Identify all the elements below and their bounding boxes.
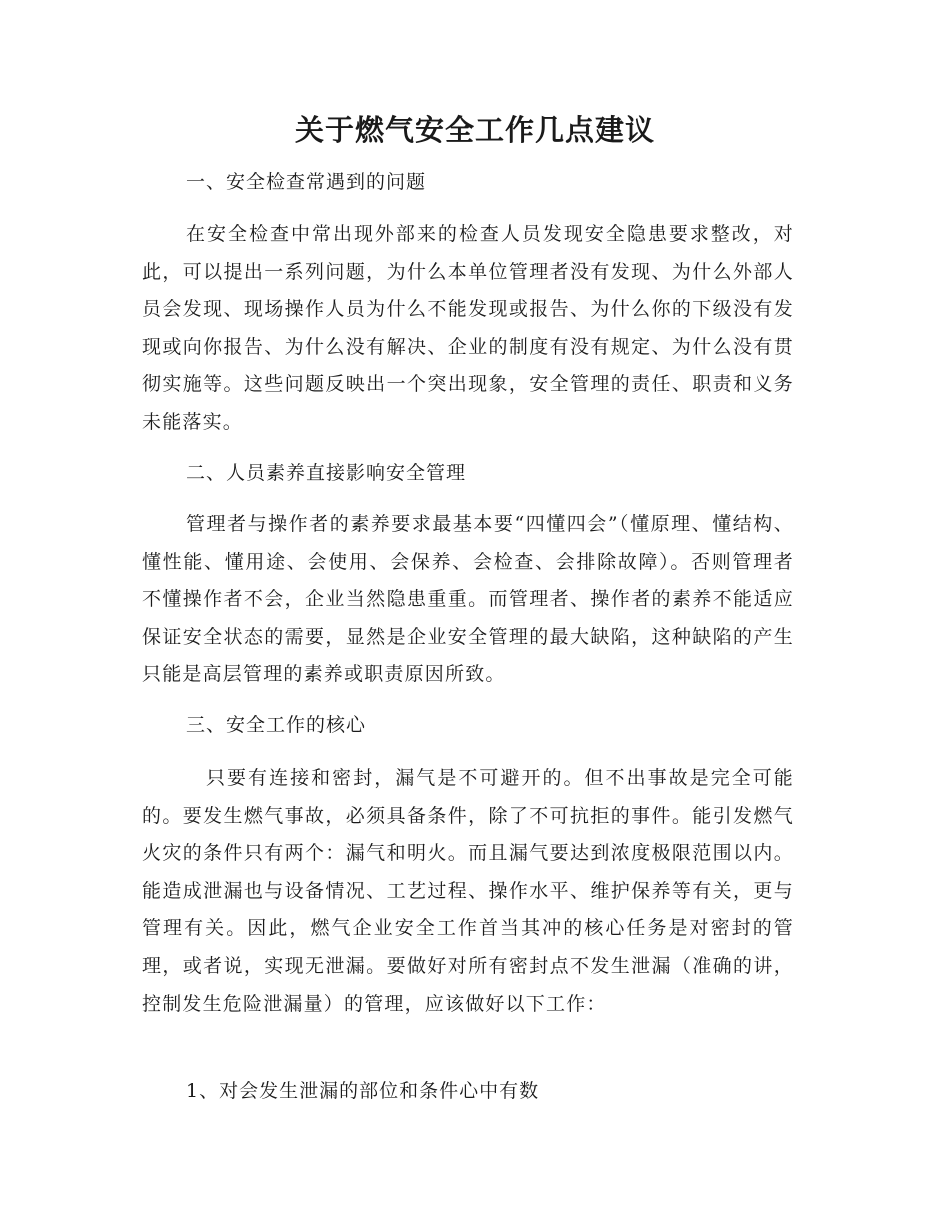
section-paragraph-1: 在安全检查中常出现外部来的检查人员发现安全隐患要求整改，对此，可以提出一系列问题，为什么本单位管理者没有发现、为什么外部人员会发现、现场操作人员为什么不能发现或报告、为什么你的下级没有发现或向你报告、为什么没有解决、企业的制度有没有规定、为什么没有贯彻实施等。这些问题反映出一个突出现象，安全管理的责任、职责和义务未能落实。 bbox=[142, 223, 794, 433]
section-paragraph-2: 管理者与操作者的素养要求最基本要“四懂四会”（懂原理、懂结构、懂性能、懂用途、会使用、会保养、会检查、会排除故障）。否则管理者不懂操作者不会，企业当然隐患重重。而管理者、操作者的素养不能适应保证安全状态的需要，显然是企业安全管理的最大缺陷，这种缺陷的产生只能是高层管理的素养或职责原因所致。 bbox=[142, 513, 794, 686]
document-title: 关于燃气安全工作几点建议 bbox=[294, 113, 655, 147]
section-heading-1: 一、安全检查常遇到的问题 bbox=[186, 171, 427, 193]
section-heading-3: 三、安全工作的核心 bbox=[186, 714, 367, 736]
section-paragraph-3: 只要有连接和密封，漏气是不可避开的。但不出事故是完全可能的。要发生燃气事故，必须具备条件，除了不可抗拒的事件。能引发燃气火灾的条件只有两个：漏气和明火。而且漏气要达到浓度极限范围以内。能造成泄漏也与设备情况、工艺过程、操作水平、维护保养等有关，更与管理有关。因此，燃气企业安全工作首当其冲的核心任务是对密封的管理，或者说，实现无泄漏。要做好对所有密封点不发生泄漏（准确的讲，控制发生危险泄漏量）的管理，应该做好以下工作： bbox=[142, 767, 794, 1015]
section-heading-2: 二、人员素养直接影响安全管理 bbox=[186, 462, 467, 484]
subsection-heading-1: 1、对会发生泄漏的部位和条件心中有数 bbox=[186, 1080, 540, 1102]
